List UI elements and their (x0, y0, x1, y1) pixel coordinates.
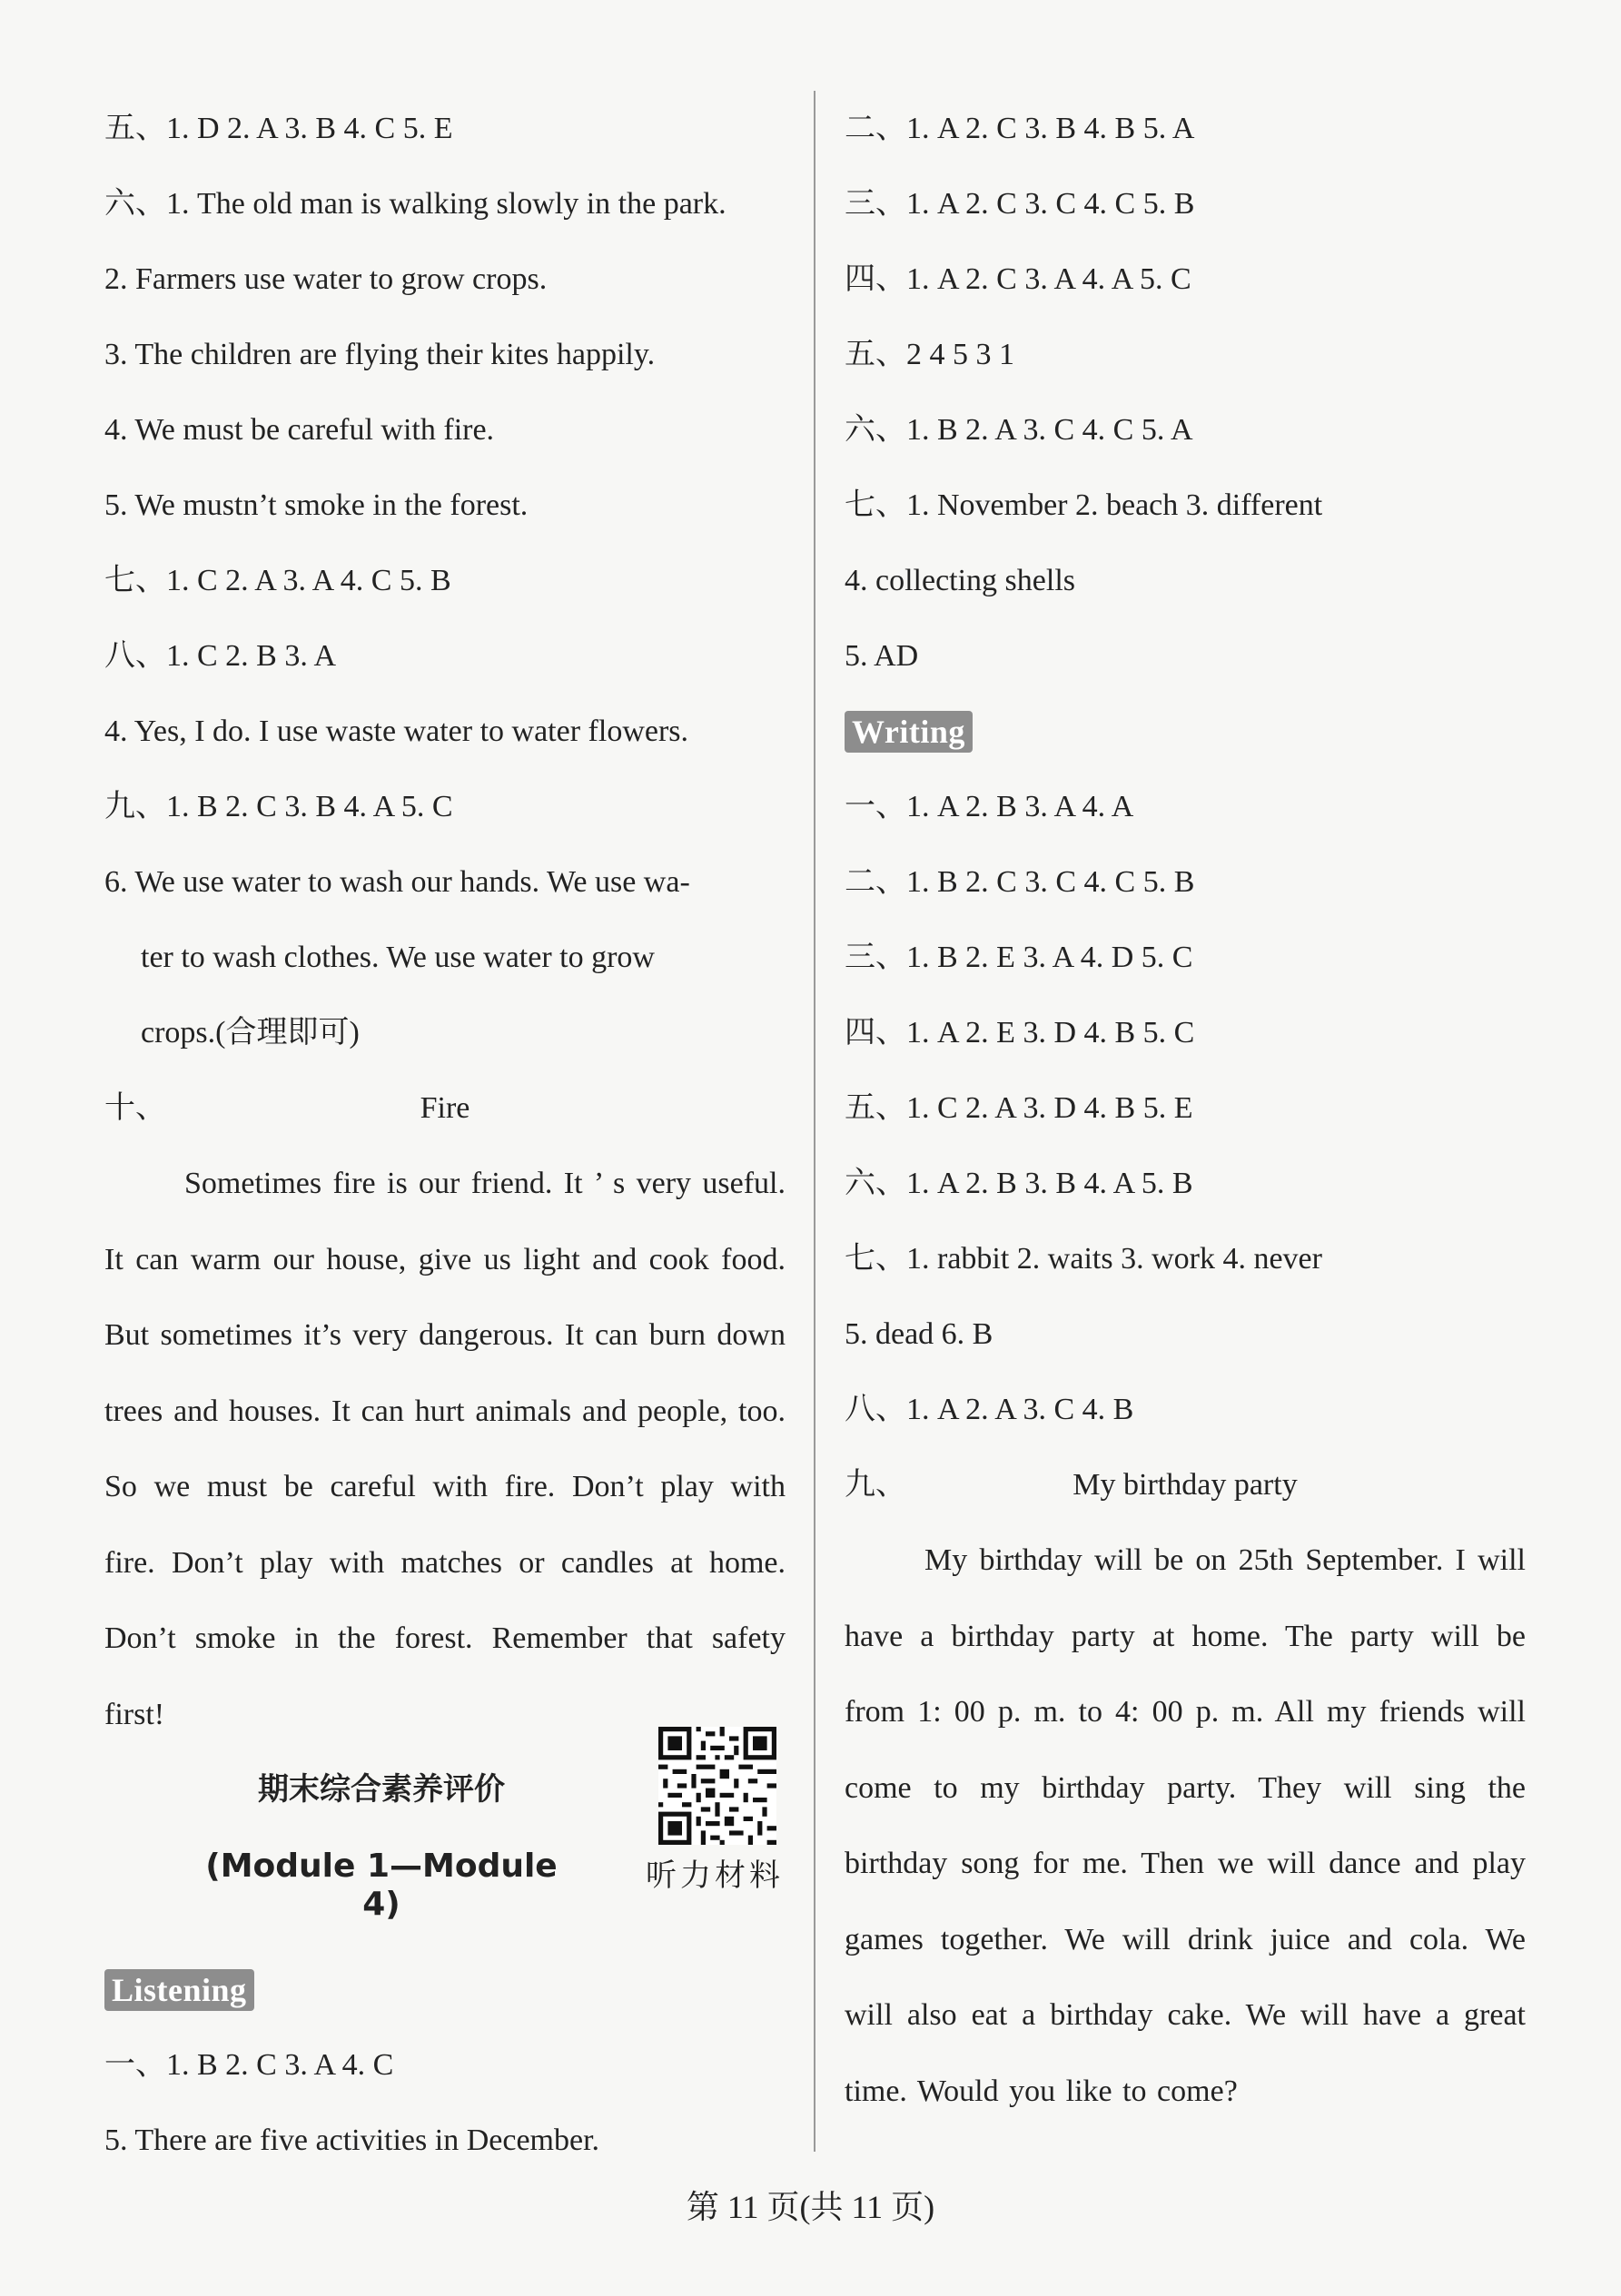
answer-line: 八、1. C 2. B 3. A (104, 639, 337, 673)
answer-line: 五、1. C 2. A 3. D 4. B 5. E (845, 1091, 1193, 1125)
essay-title-row (845, 1447, 1526, 1522)
essay-number: 九、 (845, 1468, 906, 1502)
answer-line: 4. Yes, I do. I use waste water to water flowers. (104, 714, 689, 748)
answer-line: 4. collecting shells (845, 564, 1076, 597)
answer-line: ter to wash clothes. We use water to grow (141, 941, 655, 974)
answer-line: 五、1. D 2. A 3. B 4. C 5. E (104, 112, 453, 145)
essay-body: My birthday will be on 25th September. I will have a birthday party at home. The party will be from 1: 00 p. m. to 4: 00 p. m. All my friends will come to my birthday party. They will sing the birthday song for me. Then we will dance and play games together. We will drink juice and cola. We will also eat a birthday cake. We will have a great time. Would you like to come? (845, 1543, 1526, 2108)
answer-line: 5. AD (845, 639, 919, 673)
writing-tag-row (845, 694, 1526, 769)
essay-title-row (104, 1070, 786, 1146)
answer-line: 四、1. A 2. E 3. D 4. B 5. C (845, 1016, 1195, 1049)
answer-line: 六、1. The old man is walking slowly in the park. (104, 187, 726, 221)
answer-line: 3. The children are flying their kites happily. (104, 338, 656, 371)
essay-body: Sometimes fire is our friend. It ’ s very useful. It can warm our house, give us light and cook food. But sometimes it’s very dangerous. It can burn down trees and houses. It can hurt animals and people, too. So we must be careful with fire. Don’t play with fire. Don’t play with matches or candles at home. Don’t smoke in the forest. Remember that safety first! (104, 1167, 786, 1731)
column-divider (814, 91, 815, 2152)
left-answers-top (104, 91, 786, 1070)
answer-line: 七、1. November 2. beach 3. different (845, 488, 1323, 522)
essay-title: Fire (420, 1091, 470, 1125)
answer-line: 二、1. B 2. C 3. C 4. C 5. B (845, 865, 1195, 899)
answer-line: 三、1. A 2. C 3. C 4. C 5. B (845, 187, 1195, 221)
right-column (845, 91, 1526, 2129)
answer-line: 5. We mustn’t smoke in the forest. (104, 488, 529, 522)
essay-title: My birthday party (1072, 1468, 1298, 1502)
left-column (104, 91, 786, 2178)
qr-label: 听力材料 (646, 1857, 784, 1894)
essay-number: 十、 (104, 1091, 166, 1125)
writing-tag: Writing (845, 711, 973, 753)
section-subtitle: (Module 1—Module 4) (205, 1848, 558, 1923)
answer-line: 五、2 4 5 3 1 (845, 338, 1014, 371)
answer-line: 六、1. B 2. A 3. C 4. C 5. A (845, 413, 1193, 447)
section-title: 期末综合素养评价 (258, 1771, 505, 1808)
answer-line: 4. We must be careful with fire. (104, 413, 495, 447)
answer-line: 2. Farmers use water to grow crops. (104, 262, 548, 296)
answer-line: 三、1. B 2. E 3. A 4. D 5. C (845, 941, 1193, 974)
answer-line: 5. dead 6. B (845, 1317, 993, 1351)
answer-line: 一、1. B 2. C 3. A 4. C (104, 2048, 394, 2082)
answer-line: 七、1. rabbit 2. waits 3. work 4. never (845, 1242, 1322, 1276)
qr-code-icon[interactable] (658, 1727, 776, 1845)
answer-line: 六、1. A 2. B 3. B 4. A 5. B (845, 1167, 1193, 1200)
section-header (104, 1770, 786, 1952)
answer-line: 二、1. A 2. C 3. B 4. B 5. A (845, 112, 1195, 145)
answer-line: 5. There are five activities in December. (104, 2124, 600, 2157)
answer-line: 6. We use water to wash our hands. We use wa- (104, 865, 690, 899)
answer-line: 一、1. A 2. B 3. A 4. A (845, 790, 1134, 823)
listening-tag: Listening (104, 1969, 254, 2011)
answer-line: 九、1. B 2. C 3. B 4. A 5. C (104, 790, 453, 823)
listening-tag-row (104, 1952, 786, 2027)
answer-line: 四、1. A 2. C 3. A 4. A 5. C (845, 262, 1191, 296)
answer-line: crops.(合理即可) (141, 1016, 360, 1049)
answer-line: 八、1. A 2. A 3. C 4. B (845, 1393, 1134, 1426)
page-footer: 第 11 页(共 11 页) (686, 2189, 935, 2225)
answer-line: 七、1. C 2. A 3. A 4. C 5. B (104, 564, 451, 597)
